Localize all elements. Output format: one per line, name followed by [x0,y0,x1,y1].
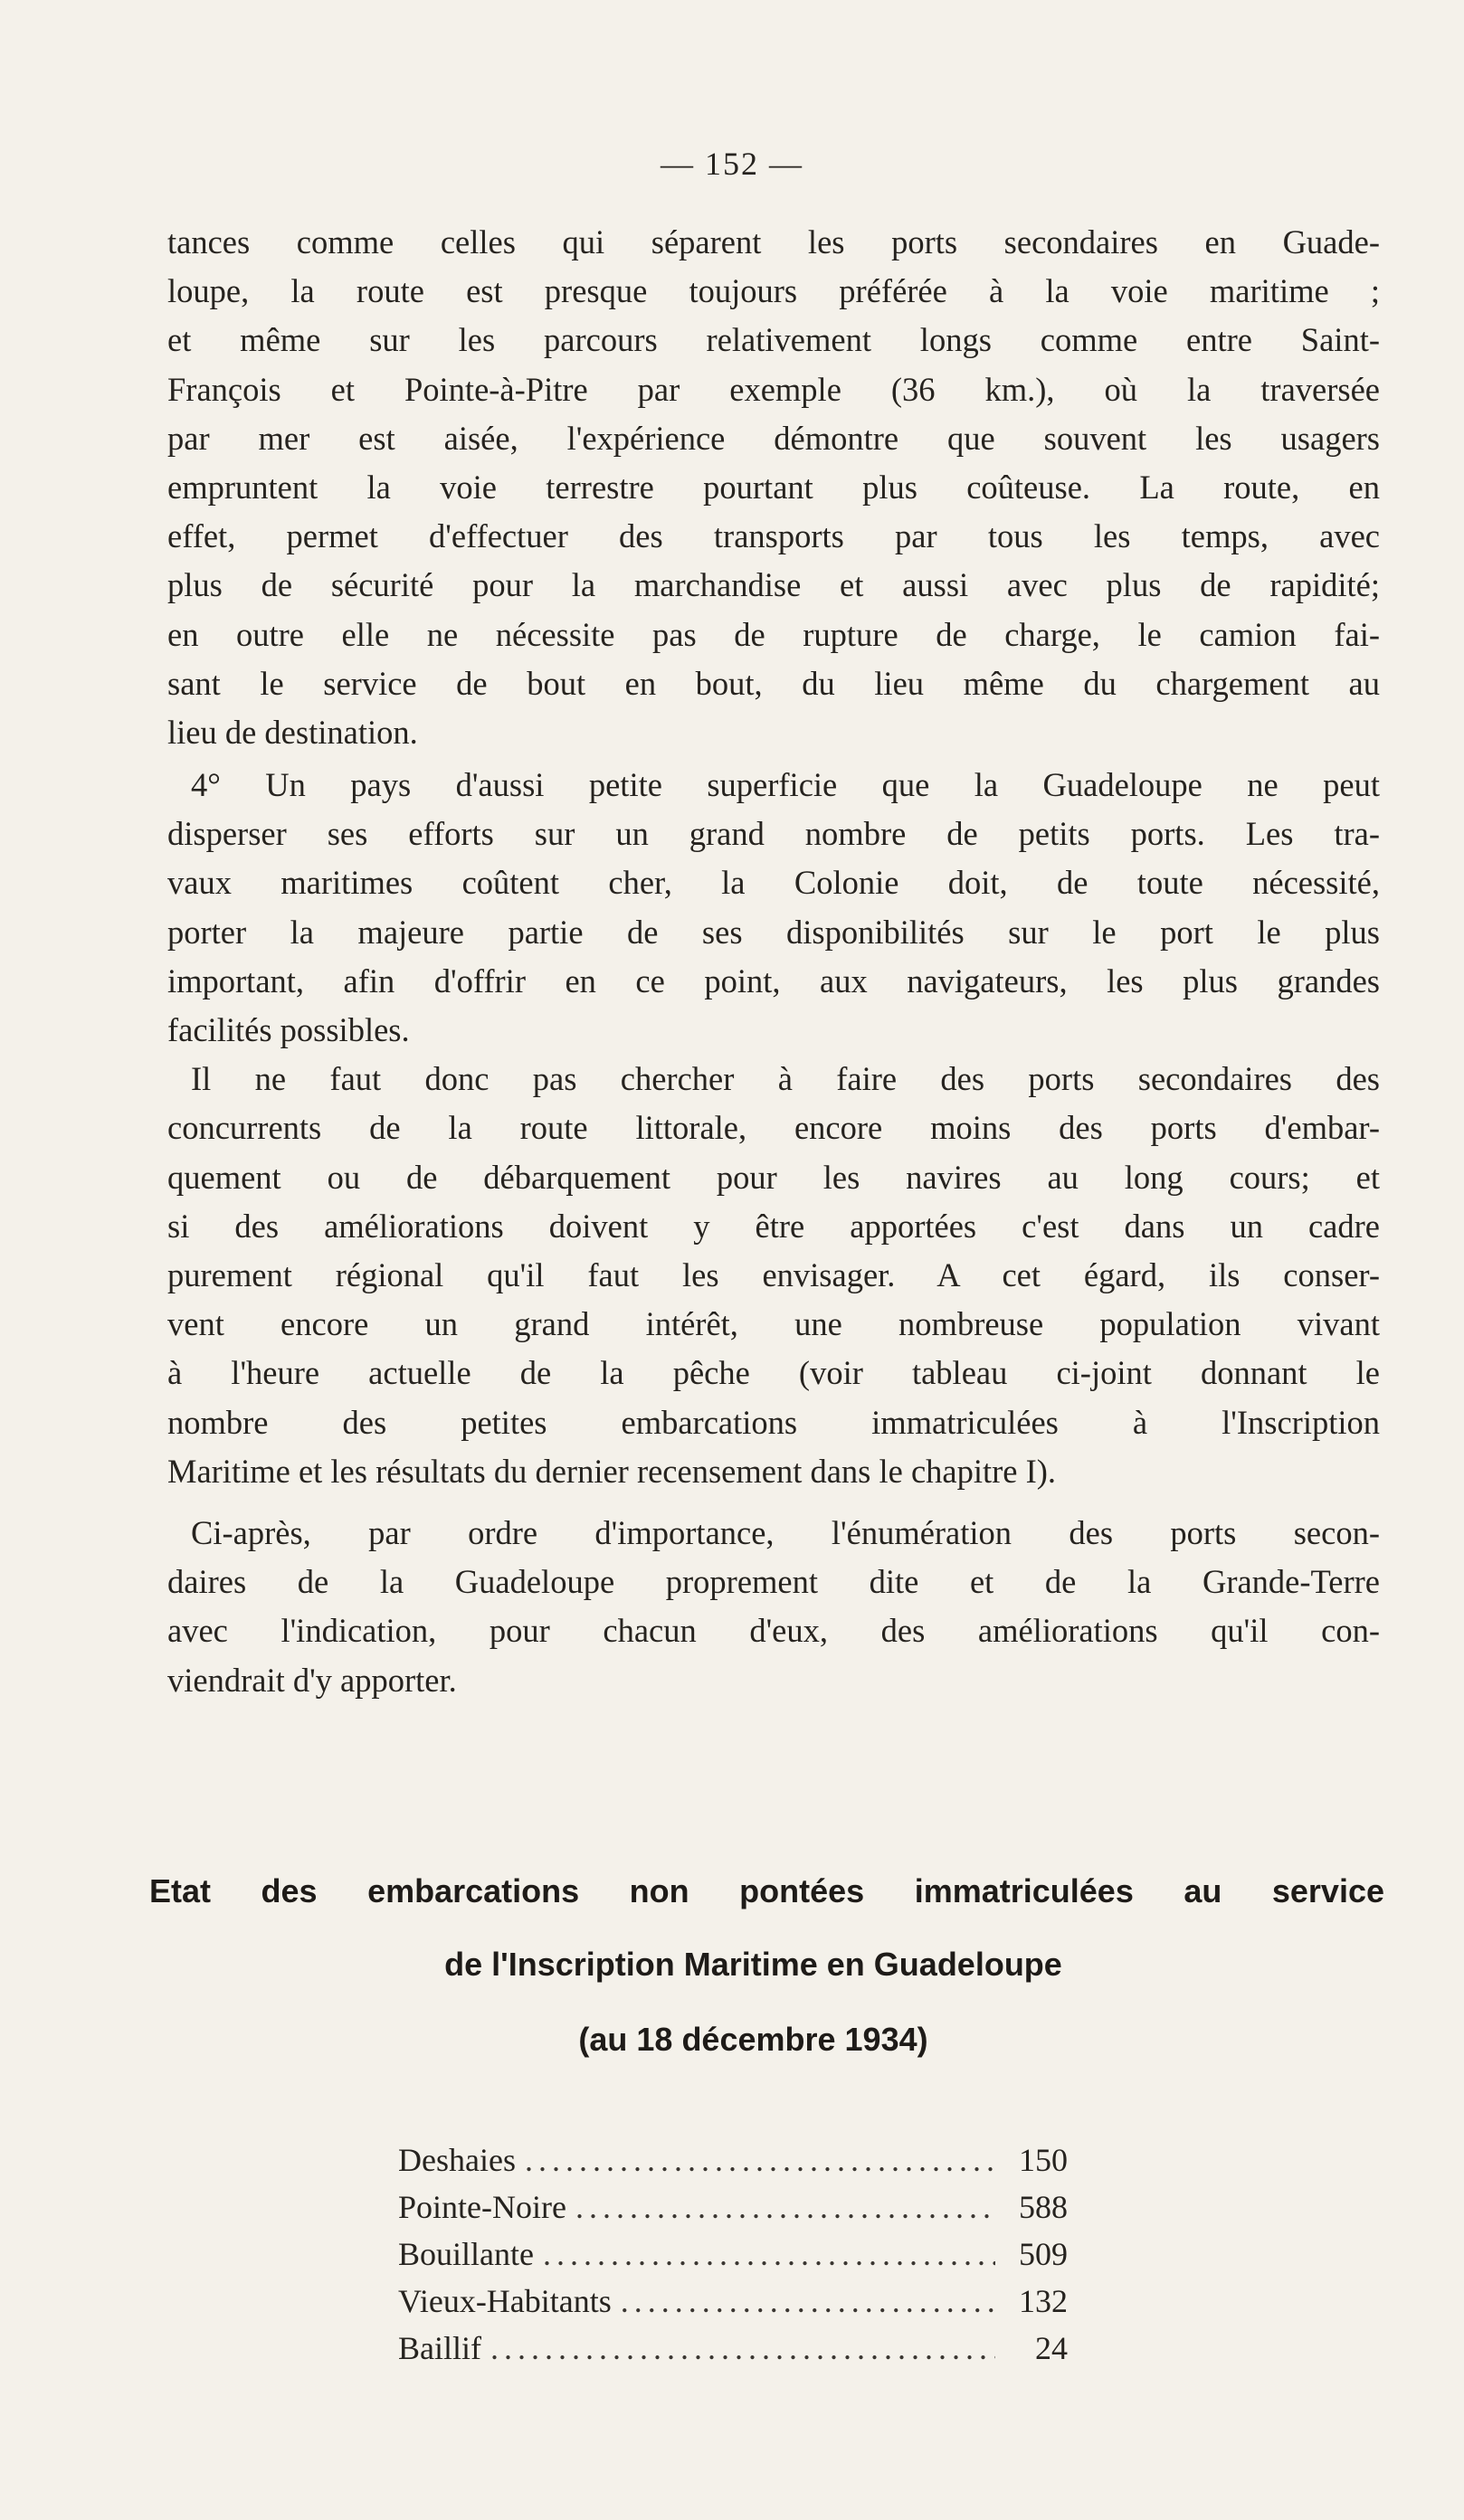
leader-dots [621,2278,995,2325]
table-subtitle: de l'Inscription Maritime en Guadeloupe [444,1946,1062,1983]
text-line: Il ne faut donc pas chercher à faire des ports secondaires des [191,1060,1380,1098]
text-line: 4° Un pays d'aussi petite superficie que la Guadeloupe ne peut [191,766,1380,803]
boat-count-list [398,2136,1068,2372]
list-item [398,2184,1068,2231]
text-line: lieu de destination. [167,714,418,752]
list-item [398,2231,1068,2278]
text-line: purement régional qu'il faut les envisager. A cet égard, ils conser- [167,1256,1380,1294]
text-line: nombre des petites embarcations immatriculées à l'Inscription [167,1403,1380,1441]
text-line: effet, permet d'effectuer des transports par tous les temps, avec [167,517,1380,555]
text-line: concurrents de la route littorale, encore moins des ports d'embar- [167,1109,1380,1147]
port-name: Deshaies [398,2142,516,2178]
text-line: important, afin d'offrir en ce point, aux navigateurs, les plus grandes [167,962,1380,999]
text-line: par mer est aisée, l'expérience démontre que souvent les usagers [167,419,1380,457]
paragraph-2 [167,761,1380,1496]
text-line: à l'heure actuelle de la pêche (voir tableau ci-joint donnant le [167,1354,1380,1392]
leader-dots [543,2231,995,2278]
text-line: facilités possibles. [167,1011,410,1049]
port-name: Pointe-Noire [398,2189,566,2225]
table-date: (au 18 décembre 1934) [578,2021,928,2058]
boat-count: 509 [1019,2236,1068,2272]
paragraph-1 [167,218,1380,757]
text-line: empruntent la voie terrestre pourtant plus coûteuse. La route, en [167,469,1380,507]
text-line: tances comme celles qui séparent les ports secondaires en Guade- [167,223,1380,261]
text-line: et même sur les parcours relativement longs comme entre Saint- [167,321,1380,359]
list-item [398,2278,1068,2325]
list-item [398,2325,1068,2372]
paragraph-3 [167,1509,1380,1705]
leader-dots [575,2184,995,2231]
leader-dots [525,2136,995,2184]
text-line: quement ou de débarquement pour les navires au long cours; et [167,1158,1380,1196]
text-line: sant le service de bout en bout, du lieu même du chargement au [167,664,1380,702]
text-line: Maritime et les résultats du dernier recensement dans le chapitre I). [167,1452,1057,1490]
text-line: plus de sécurité pour la marchandise et aussi avec plus de rapidité; [167,566,1380,604]
port-name: Baillif [398,2330,481,2366]
table-title: Etat des embarcations non pontées immatriculées au service [149,1872,1384,1909]
text-line: daires de la Guadeloupe proprement dite et de la Grande-Terre [167,1563,1380,1601]
text-line: vaux maritimes coûtent cher, la Colonie doit, de toute nécessité, [167,864,1380,902]
text-line: en outre elle ne nécessite pas de rupture de charge, le camion fai- [167,615,1380,653]
boat-count: 24 [1035,2330,1068,2366]
text-line: François et Pointe-à-Pitre par exemple (36 km.), où la traversée [167,370,1380,408]
text-line: avec l'indication, pour chacun d'eux, des améliorations qu'il con- [167,1612,1380,1650]
boat-count: 588 [1019,2189,1068,2225]
text-line: si des améliorations doivent y être apportées c'est dans un cadre [167,1207,1380,1245]
text-line: loupe, la route est presque toujours préférée à la voie maritime ; [167,272,1380,310]
text-line: viendrait d'y apporter. [167,1661,457,1699]
port-name: Vieux-Habitants [398,2283,612,2319]
text-line: vent encore un grand intérêt, une nombreuse population vivant [167,1305,1380,1343]
leader-dots [490,2325,995,2372]
boat-count: 150 [1019,2142,1068,2178]
boat-count: 132 [1019,2283,1068,2319]
text-line: porter la majeure partie de ses disponibilités sur le port le plus [167,913,1380,951]
text-line: disperser ses efforts sur un grand nombre de petits ports. Les tra- [167,815,1380,853]
text-line: Ci-après, par ordre d'importance, l'énumération des ports secon- [191,1514,1380,1551]
list-item [398,2136,1068,2184]
port-name: Bouillante [398,2236,534,2272]
page-number: — 152 — [661,146,803,182]
